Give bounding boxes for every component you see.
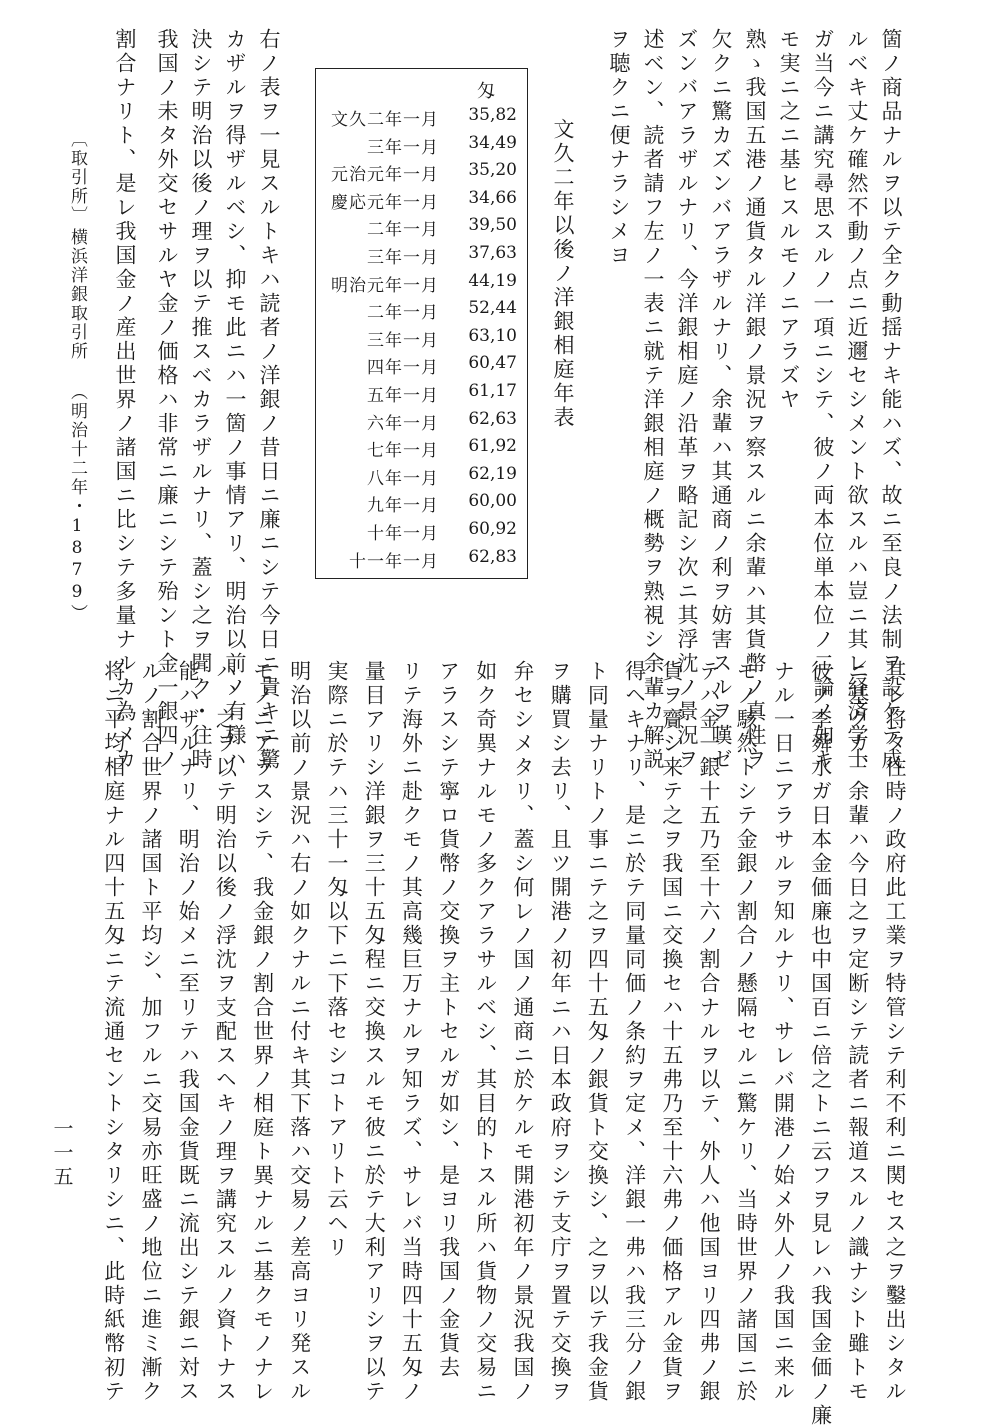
row-rate: 62,19 xyxy=(468,463,517,484)
row-period: 十一年一月 xyxy=(349,551,439,572)
table-row xyxy=(316,326,527,353)
table-row xyxy=(316,105,527,132)
row-period: 文久二年一月 xyxy=(331,110,439,130)
text-column: 明治以前ノ景況ハ右ノ如クナルニ付キ其下落ハ交易ノ差高ヨリ発スル xyxy=(287,660,312,1404)
table-row xyxy=(316,381,527,408)
text-column: 述ベン、読者請フ左ノ一表ニ就テ洋銀相庭ノ概勢ヲ熟視シ余輩カ解説 xyxy=(641,28,665,772)
row-period: 二年一月 xyxy=(367,303,439,324)
row-period: 元治元年一月 xyxy=(331,165,439,186)
row-rate: 39,50 xyxy=(468,215,517,236)
text-column: 貨ヲ齎シ来テ之ヲ我国ニ交換セハ十五弗乃至十六弗ノ価格アル金貨ヲ xyxy=(659,660,684,1404)
text-column: ガ当今ニ講究尋思スルノ一項ニシテ、彼ノ両本位単本位ノ二論ノ如キ xyxy=(811,28,835,772)
row-rate: 60,00 xyxy=(468,491,517,512)
text-column: 欠クニ驚カズンバアラザルナリ、余輩ハ其通商ノ利ヲ妨害スルヲ嘆ゼ xyxy=(709,28,733,772)
row-rate: 62,63 xyxy=(468,408,517,429)
text-column: テハ金一銀十五乃至十六ノ割合ナルヲ以テ、外人ハ他国ヨリ四弗ノ銀 xyxy=(697,660,721,1404)
table-row xyxy=(316,409,527,436)
row-rate: 61,17 xyxy=(468,381,517,401)
table-row xyxy=(316,353,527,380)
row-rate: 61,92 xyxy=(468,436,517,457)
text-column: リテ海外ニ赴クモノ其高幾巨万ナルヲ知ラズ、サレバ当時四十五匁ノ xyxy=(399,660,424,1404)
text-column: カザルヲ得ザルベシ、抑モ此ニハ一箇ノ事情アリ、明治以前ノ有様ハ xyxy=(223,28,247,772)
table-row xyxy=(316,215,527,242)
text-column: 割合ナリト、是レ我国金ノ産出世界ノ諸国ニ比シテ多量ナルカ為メカ xyxy=(113,28,137,772)
table-title: 文久二年以後ノ洋銀相庭年表 xyxy=(551,118,575,430)
text-column: 将ニ平均相庭ナル四十五匁ニテ流通セントシタリシニ、此時紙幣初テ xyxy=(101,660,126,1404)
source-attribution: 横浜洋銀取引所 （明治十二年・1879） xyxy=(67,228,87,623)
row-rate: 62,83 xyxy=(468,546,517,567)
row-period: 四年一月 xyxy=(367,358,439,379)
row-period: 五年一月 xyxy=(367,386,439,406)
row-period: 九年一月 xyxy=(367,496,439,517)
page-number: 一一五 xyxy=(50,1118,74,1190)
text-column: ルノ割合世界ノ諸国ト平均シ、加フルニ交易亦旺盛ノ地位ニ進ミ漸ク xyxy=(139,660,163,1404)
text-column: 熟ゝ我国五港ノ通貨タル洋銀ノ景況ヲ察スルニ余輩ハ其貨幣ノ真性ヲ xyxy=(743,28,767,772)
row-period: 六年一月 xyxy=(367,413,439,434)
text-column: 其レ将タ往時ノ政府此工業ヲ特管シテ利不利ニ関セス之ヲ鑿出シタル xyxy=(883,660,907,1404)
text-column: 如ク奇異ナルモノ多クアラサルベシ、其目的トスル所ハ貨物ノ交易ニ xyxy=(473,660,498,1404)
text-column: ヲ聴クニ便ナラシメヨ xyxy=(607,28,631,268)
table-row xyxy=(316,547,527,574)
text-column: 彼ノ李舜水ガ日本金価廉也中国百ニ倍之トニ云フヲ見レハ我国金価ノ廉 xyxy=(808,660,833,1428)
row-rate: 35,82 xyxy=(468,105,517,125)
table-row xyxy=(316,298,527,325)
text-column: 能ハザルナリ、明治ノ始メニ至リテハ我国金貨既ニ流出シテ銀ニ対ス xyxy=(176,660,201,1404)
text-column: ズンバアラザルナリ、今洋銀相庭ノ沿革ヲ略記シ次ニ其浮沈ノ景況ヲ xyxy=(675,28,699,772)
text-column: ヲ購買シ去リ、且ツ開港ノ初年ニハ日本政府ヲシテ支庁ヲ置テ交換ヲ xyxy=(548,660,573,1404)
row-period: 三年一月 xyxy=(367,137,439,158)
table-row xyxy=(316,133,527,160)
row-rate: 63,10 xyxy=(468,325,517,346)
row-period: 十年一月 xyxy=(367,524,439,544)
source-tag: 〔取引所〕 xyxy=(67,130,87,225)
row-period: 二年一月 xyxy=(367,220,439,241)
row-rate: 34,49 xyxy=(468,132,517,153)
text-column: アラスシテ寧ロ貨幣ノ交換ヲ主トセルガ如シ、是ヨリ我国ノ金貨去 xyxy=(436,660,461,1380)
table-row xyxy=(316,464,527,491)
row-period: 明治元年一月 xyxy=(331,275,439,296)
row-period: 三年一月 xyxy=(367,248,439,268)
table-row xyxy=(316,436,527,463)
text-column: 実際ニ於テハ三十一匁以下ニ下落セシコトアリト云ヘリ xyxy=(325,660,349,1260)
text-column: モノニアラスシテ、我金銀ノ割合世界ノ相庭ト異ナルニ基クモノナレ xyxy=(250,660,275,1404)
row-rate: 35,20 xyxy=(468,160,517,181)
text-column: 得ヘキナリ、是ニ於テ同量同価ノ条約ヲ定メ、洋銀一弗ハ我三分ノ銀 xyxy=(622,660,647,1404)
row-period: 七年一月 xyxy=(367,441,439,462)
row-period: 八年一月 xyxy=(367,468,439,489)
row-period: 慶応元年一月 xyxy=(331,192,439,213)
row-rate: 52,44 xyxy=(468,298,517,319)
row-rate: 60,92 xyxy=(468,519,517,539)
row-rate: 44,19 xyxy=(468,270,517,291)
text-column: モ実ニ之ニ基ヒスルモノニアラズヤ xyxy=(777,28,801,412)
row-rate: 37,63 xyxy=(468,243,517,263)
text-column: ルベキ丈ケ確然不動ノ点ニ近邇セシメント欲スルハ豈ニ其レ経済学士 xyxy=(845,28,869,772)
text-column: ニ基クカ、余輩ハ今日之ヲ定断シテ読者ニ報道スルノ識ナシト雖トモ xyxy=(845,660,870,1404)
text-column: ト同量ナリトノ事ニテ之ヲ四十五匁ノ銀貨ト交換シ、之ヲ以テ我金貨 xyxy=(585,660,610,1404)
text-column: 弁セシメタリ、蓋シ何レノ国ノ通商ニ於ケルモ開港初年ノ景況我国ノ xyxy=(511,660,535,1404)
table-row xyxy=(316,519,527,546)
row-period: 三年一月 xyxy=(367,330,439,351)
text-column: 箇ノ商品ナルヲ以テ全ク動揺ナキ能ハズ、故ニ至良ノ法制ヲ設ケテ成 xyxy=(879,28,903,772)
exchange-rate-table xyxy=(315,68,528,579)
table-row xyxy=(316,243,527,270)
text-column: 右ノ表ヲ一見スルトキハ読者ノ洋銀ノ昔日ニ廉ニシテ今日ニ貴キニ驚 xyxy=(257,28,281,772)
text-column: 我国ノ未タ外交セサルヤ金ノ価格ハ非常ニ廉ニシテ殆ント金一銀四ノ xyxy=(155,28,179,772)
table-row xyxy=(316,188,527,215)
text-column: ナル一日ニアラサルヲ知ルナリ、サレバ開港ノ始メ外人ノ我国ニ来ル xyxy=(771,660,796,1404)
text-column: 決シテ明治以後ノ理ヲ以テ推スベカラザルナリ、蓋シ之ヲ聞ク・往時 xyxy=(189,28,213,772)
row-rate: 34,66 xyxy=(468,187,517,208)
row-rate: 60,47 xyxy=(468,353,517,374)
text-column: モノ駭然トシテ金銀ノ割合ノ懸隔セルニ驚ケリ、当時世界ノ諸国ニ於 xyxy=(734,660,759,1404)
table-unit-label: 匁 xyxy=(477,81,495,102)
text-column: 量目アリシ洋銀ヲ三十五匁程ニ交換スルモ彼ニ於テ大利アリシヲ以テ xyxy=(362,660,387,1404)
table-row xyxy=(316,160,527,187)
table-row xyxy=(316,491,527,518)
table-row xyxy=(316,271,527,298)
text-column: ハ、之ヲ以テ明治以後ノ浮沈ヲ支配スヘキノ理ヲ講究スルノ資トナス xyxy=(213,660,238,1404)
